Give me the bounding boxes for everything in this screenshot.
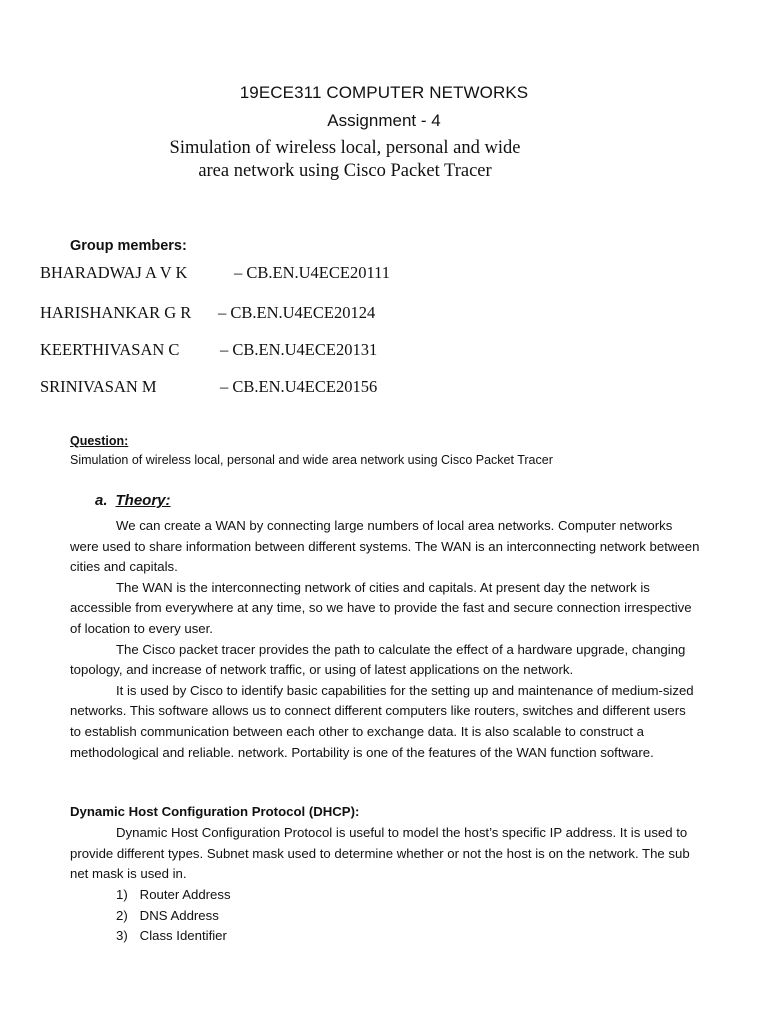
member-name: SRINIVASAN M: [40, 377, 157, 396]
list-item: [116, 885, 231, 906]
list-number: 3): [116, 928, 128, 944]
title-line-1: Simulation of wireless local, personal and wide: [169, 138, 521, 158]
paragraph: The WAN is the interconnecting network of cities and capitals. At present day the network is accessible from everywhere at any time, so we have to provide the fast and secure connection irrespective of location to every user.: [70, 579, 692, 636]
member-name: BHARADWAJ A V K: [40, 263, 188, 282]
member-roll: – CB.EN.U4ECE20156: [220, 377, 378, 396]
question-label: Question:: [70, 434, 129, 448]
course-title: 19ECE311 COMPUTER NETWORKS: [239, 83, 529, 102]
group-members-label: Group members:: [70, 238, 187, 254]
dhcp-list: [116, 885, 231, 947]
theory-body: [70, 516, 700, 763]
paragraph: Dynamic Host Configuration Protocol is useful to model the host’s specific IP address. It is used to provide different types. Subnet mask used to determine whether or not the host is on the network. The sub net mask is used in.: [70, 825, 690, 882]
theory-heading-text: Theory:: [115, 492, 171, 509]
list-item: [116, 906, 231, 927]
member-row: [40, 303, 376, 323]
member-row: [40, 377, 378, 397]
member-roll: – CB.EN.U4ECE20111: [234, 263, 390, 282]
document-title: [100, 137, 590, 183]
dhcp-heading: Dynamic Host Configuration Protocol (DHCP):: [70, 804, 360, 819]
title-line-2: area network using Cisco Packet Tracer: [198, 161, 492, 181]
dhcp-body: [70, 823, 700, 885]
list-number: 2): [116, 907, 128, 923]
member-row: [40, 340, 378, 360]
member-row: [40, 263, 390, 283]
member-roll: – CB.EN.U4ECE20124: [218, 303, 376, 322]
list-number: 1): [116, 887, 128, 902]
theory-heading: [95, 492, 171, 509]
list-marker: a.: [95, 492, 108, 509]
member-name: KEERTHIVASAN C: [40, 340, 180, 359]
list-item: [116, 926, 231, 947]
list-text: Class Identifier: [139, 928, 227, 944]
member-roll: – CB.EN.U4ECE20131: [220, 340, 378, 359]
paragraph: It is used by Cisco to identify basic capabilities for the setting up and maintenance of medium-sized networks. This software allows us to connect different computers like routers, switches and different users to establish communication between each other to exchange data. It is also scalable to construct a methodological and reliable. network. Portability is one of the features of the WAN function software.: [70, 682, 694, 760]
paragraph: The Cisco packet tracer provides the path to calculate the effect of a hardware upgrade, changing topology, and increase of network traffic, or using of latest applications on the network.: [70, 641, 686, 678]
paragraph: We can create a WAN by connecting large numbers of local area networks. Computer networks were used to share information between different systems. The WAN is an interconnecting network between cities and capitals.: [70, 518, 700, 575]
assignment-number: Assignment - 4: [327, 111, 441, 130]
question-text: Simulation of wireless local, personal and wide area network using Cisco Packet Tracer: [70, 453, 553, 467]
list-text: Router Address: [139, 887, 231, 902]
member-name: HARISHANKAR G R: [40, 303, 192, 322]
list-text: DNS Address: [139, 907, 219, 923]
